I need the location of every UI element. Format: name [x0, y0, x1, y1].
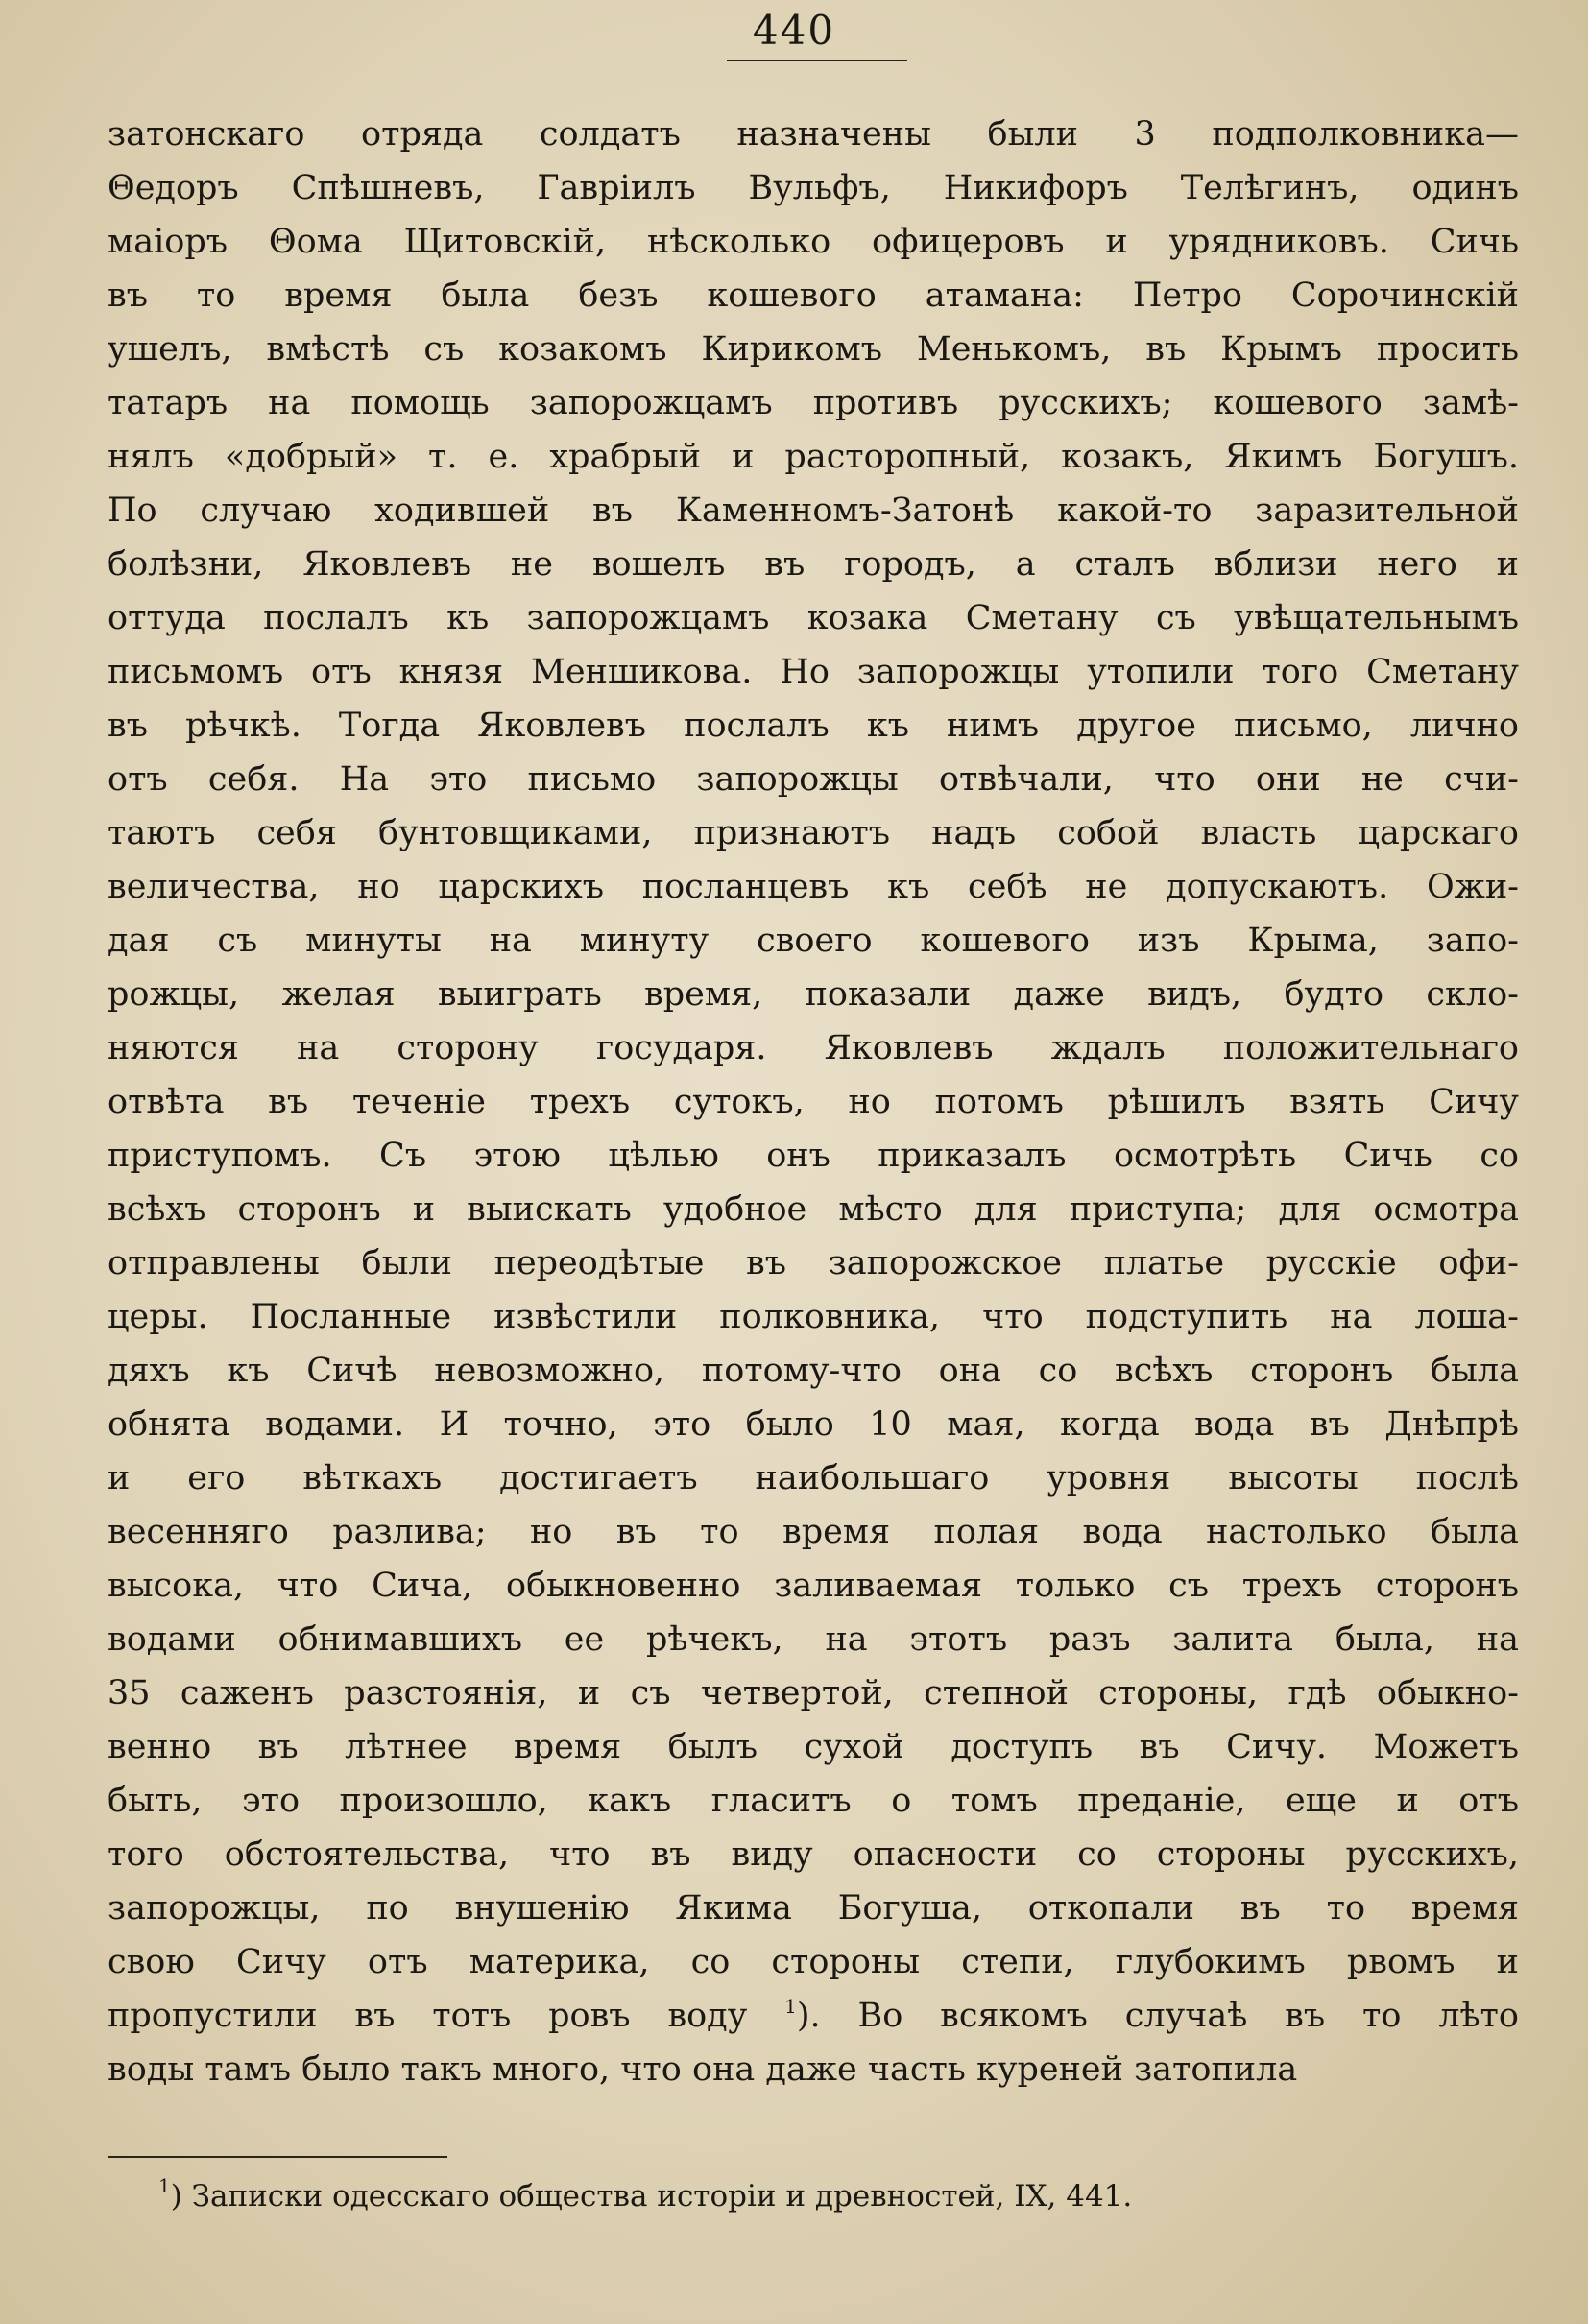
text-line: Θедоръ Спѣшневъ, Гавріилъ Вульфъ, Никифоръ Телѣгинъ, одинъ — [108, 169, 1519, 207]
footnote-text: ) Записки одесскаго общества исторіи и древностей, IX, 441. — [170, 2179, 1133, 2214]
text-line: всѣхъ сторонъ и выискать удобное мѣсто для приступа; для осмотра — [108, 1190, 1519, 1229]
text-line: маіоръ Θома Щитовскій, нѣсколько офицеровъ и урядниковъ. Сичь — [108, 223, 1519, 261]
footnote-marker: 1 — [158, 2174, 171, 2197]
text-line: водами обнимавшихъ ее рѣчекъ, на этотъ разъ залита была, на — [108, 1620, 1519, 1659]
page-number: 440 — [752, 7, 836, 54]
footnote-rule — [108, 2156, 447, 2158]
text-line: нялъ «добрый» т. е. храбрый и расторопный, козакъ, Якимъ Богушъ. — [108, 438, 1519, 476]
header-rule — [727, 60, 907, 61]
text-line: воды тамъ было такъ много, что она даже часть куреней затопила — [108, 2050, 1298, 2089]
text-line: запорожцы, по внушенію Якима Богуша, откопали въ то время — [108, 1889, 1519, 1928]
text-line: отъ себя. На это письмо запорожцы отвѣчали, что они не счи- — [108, 760, 1519, 799]
footnote — [158, 2175, 1503, 2217]
text-segment: пропустили въ тотъ ровъ воду — [108, 1997, 748, 2035]
text-line-with-footnote-ref — [108, 1989, 1519, 2043]
text-line: дяхъ къ Сичѣ невозможно, потому-что она со всѣхъ сторонъ была — [108, 1352, 1519, 1390]
text-line: няются на сторону государя. Яковлевъ ждалъ положительнаго — [108, 1029, 1519, 1067]
text-line: быть, это произошло, какъ гласитъ о томъ преданіе, еще и отъ — [108, 1782, 1519, 1820]
text-line: весенняго разлива; но въ то время полая вода настолько была — [108, 1513, 1519, 1551]
text-line: рожцы, желая выиграть время, показали даже видъ, будто скло- — [108, 975, 1519, 1014]
text-line: приступомъ. Съ этою цѣлью онъ приказалъ осмотрѣть Сичь со — [108, 1137, 1519, 1175]
text-line: свою Сичу отъ материка, со стороны степи, глубокимъ рвомъ и — [108, 1943, 1519, 1981]
text-line: величества, но царскихъ посланцевъ къ себѣ не допускаютъ. Ожи- — [108, 868, 1519, 906]
text-line: затонскаго отряда солдатъ назначены были 3 подполковника— — [108, 115, 1519, 154]
text-line: церы. Посланные извѣстили полковника, что подступить на лоша- — [108, 1298, 1519, 1336]
text-line: того обстоятельства, что въ виду опасности со стороны русскихъ, — [108, 1835, 1519, 1874]
body-text — [108, 108, 1519, 2096]
text-line: болѣзни, Яковлевъ не вошелъ въ городъ, а сталъ вблизи него и — [108, 545, 1519, 584]
text-line: высока, что Сича, обыкновенно заливаемая только съ трехъ сторонъ — [108, 1567, 1519, 1605]
text-line: 35 саженъ разстоянія, и съ четвертой, степной стороны, гдѣ обыкно- — [108, 1674, 1519, 1713]
text-line: въ рѣчкѣ. Тогда Яковлевъ послалъ къ нимъ другое письмо, лично — [108, 707, 1519, 745]
text-line: отправлены были переодѣтые въ запорожское платье русскіе офи- — [108, 1244, 1519, 1282]
text-line: венно въ лѣтнее время былъ сухой доступъ въ Сичу. Можетъ — [108, 1728, 1519, 1766]
text-line: въ то время была безъ кошевого атамана: Петро Сорочинскій — [108, 276, 1519, 315]
text-line: обнята водами. И точно, это было 10 мая, когда вода въ Днѣпрѣ — [108, 1405, 1519, 1444]
text-segment: ). Во всякомъ случаѣ въ то лѣто — [796, 1997, 1519, 2035]
text-line: ушелъ, вмѣстѣ съ козакомъ Кирикомъ Менькомъ, въ Крымъ просить — [108, 330, 1519, 369]
text-line: По случаю ходившей въ Каменномъ-Затонѣ какой-то заразительной — [108, 491, 1519, 530]
text-line: оттуда послалъ къ запорожцамъ козака Сметану съ увѣщательнымъ — [108, 599, 1519, 637]
text-line: отвѣта въ теченіе трехъ сутокъ, но потомъ рѣшилъ взять Сичу — [108, 1083, 1519, 1121]
text-line: и его вѣткахъ достигаетъ наибольшаго уровня высоты послѣ — [108, 1459, 1519, 1497]
text-line: таютъ себя бунтовщиками, признаютъ надъ собой власть царскаго — [108, 814, 1519, 852]
text-line: дая съ минуты на минуту своего кошевого изъ Крыма, запо- — [108, 922, 1519, 960]
text-line: письмомъ отъ князя Меншикова. Но запорожцы утопили того Сметану — [108, 653, 1519, 691]
text-line: татаръ на помощь запорожцамъ противъ русскихъ; кошевого замѣ- — [108, 384, 1519, 422]
footnote-reference[interactable]: 1 — [784, 1995, 797, 2018]
